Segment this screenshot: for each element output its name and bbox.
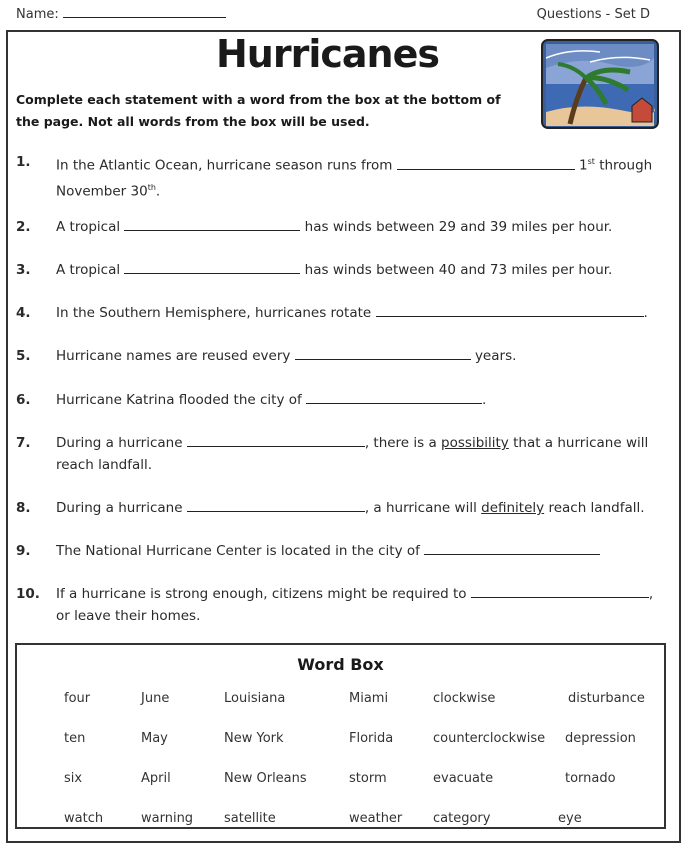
word-item: four [64,691,91,706]
set-label: Questions - Set D [536,7,650,22]
word-box-title: Word Box [297,655,384,674]
answer-blank-10[interactable] [471,587,649,598]
question-8: 8. During a hurricane , a hurricane will definitely reach landfall. [16,500,645,516]
answer-blank-1[interactable] [397,159,575,170]
answer-blank-5[interactable] [295,349,471,360]
question-1: 1. In the Atlantic Ocean, hurricane season runs from 1st through November 30th. [16,154,653,199]
question-6: 6. Hurricane Katrina flooded the city of . [16,392,487,408]
word-item: six [64,771,83,786]
word-item: Florida [349,731,394,746]
answer-blank-4[interactable] [376,306,644,317]
word-item: weather [349,811,403,826]
page-title: Hurricanes [216,32,439,76]
word-item: Miami [349,691,389,706]
word-item: depression [565,731,636,746]
answer-blank-9[interactable] [424,544,600,555]
answer-blank-8[interactable] [187,501,365,512]
word-item: category [433,811,491,826]
word-item: Louisiana [224,691,286,706]
question-4: 4. In the Southern Hemisphere, hurricanes rotate . [16,305,648,321]
word-item: storm [349,771,387,786]
word-item: New York [224,731,284,746]
word-item: April [141,771,171,786]
word-item: warning [141,811,194,826]
question-7: 7. During a hurricane , there is a possibility that a hurricane will reach landfall. [16,435,649,473]
word-item: evacuate [433,771,494,786]
name-label: Name: [16,7,59,22]
question-10: 10. If a hurricane is strong enough, citizens might be required to , or leave their homes. [16,586,654,624]
word-item: counterclockwise [433,731,546,746]
word-item: satellite [224,811,276,826]
question-9: 9. The National Hurricane Center is located in the city of [16,540,666,562]
word-item: New Orleans [224,771,307,786]
name-field [16,7,226,22]
answer-blank-2[interactable] [124,220,300,231]
hurricane-palm-tree-icon [540,38,660,134]
word-box [15,643,666,829]
question-3: 3. A tropical has winds between 40 and 73 miles per hour. [16,262,613,278]
answer-blank-3[interactable] [124,263,300,274]
word-item: ten [64,731,86,746]
word-item: disturbance [568,691,645,706]
answer-blank-6[interactable] [306,393,482,404]
name-blank[interactable] [63,7,226,18]
word-item: tornado [565,771,616,786]
word-item: May [141,731,168,746]
instructions: Complete each statement with a word from the box at the bottom of the page. Not all words from the box will be used. [16,92,501,129]
word-item: eye [558,811,582,826]
question-5: 5. Hurricane names are reused every years. [16,348,517,364]
word-item: watch [64,811,104,826]
word-item: June [141,691,170,706]
word-item: clockwise [433,691,496,706]
question-2: 2. A tropical has winds between 29 and 39 miles per hour. [16,219,613,235]
answer-blank-7[interactable] [187,436,365,447]
